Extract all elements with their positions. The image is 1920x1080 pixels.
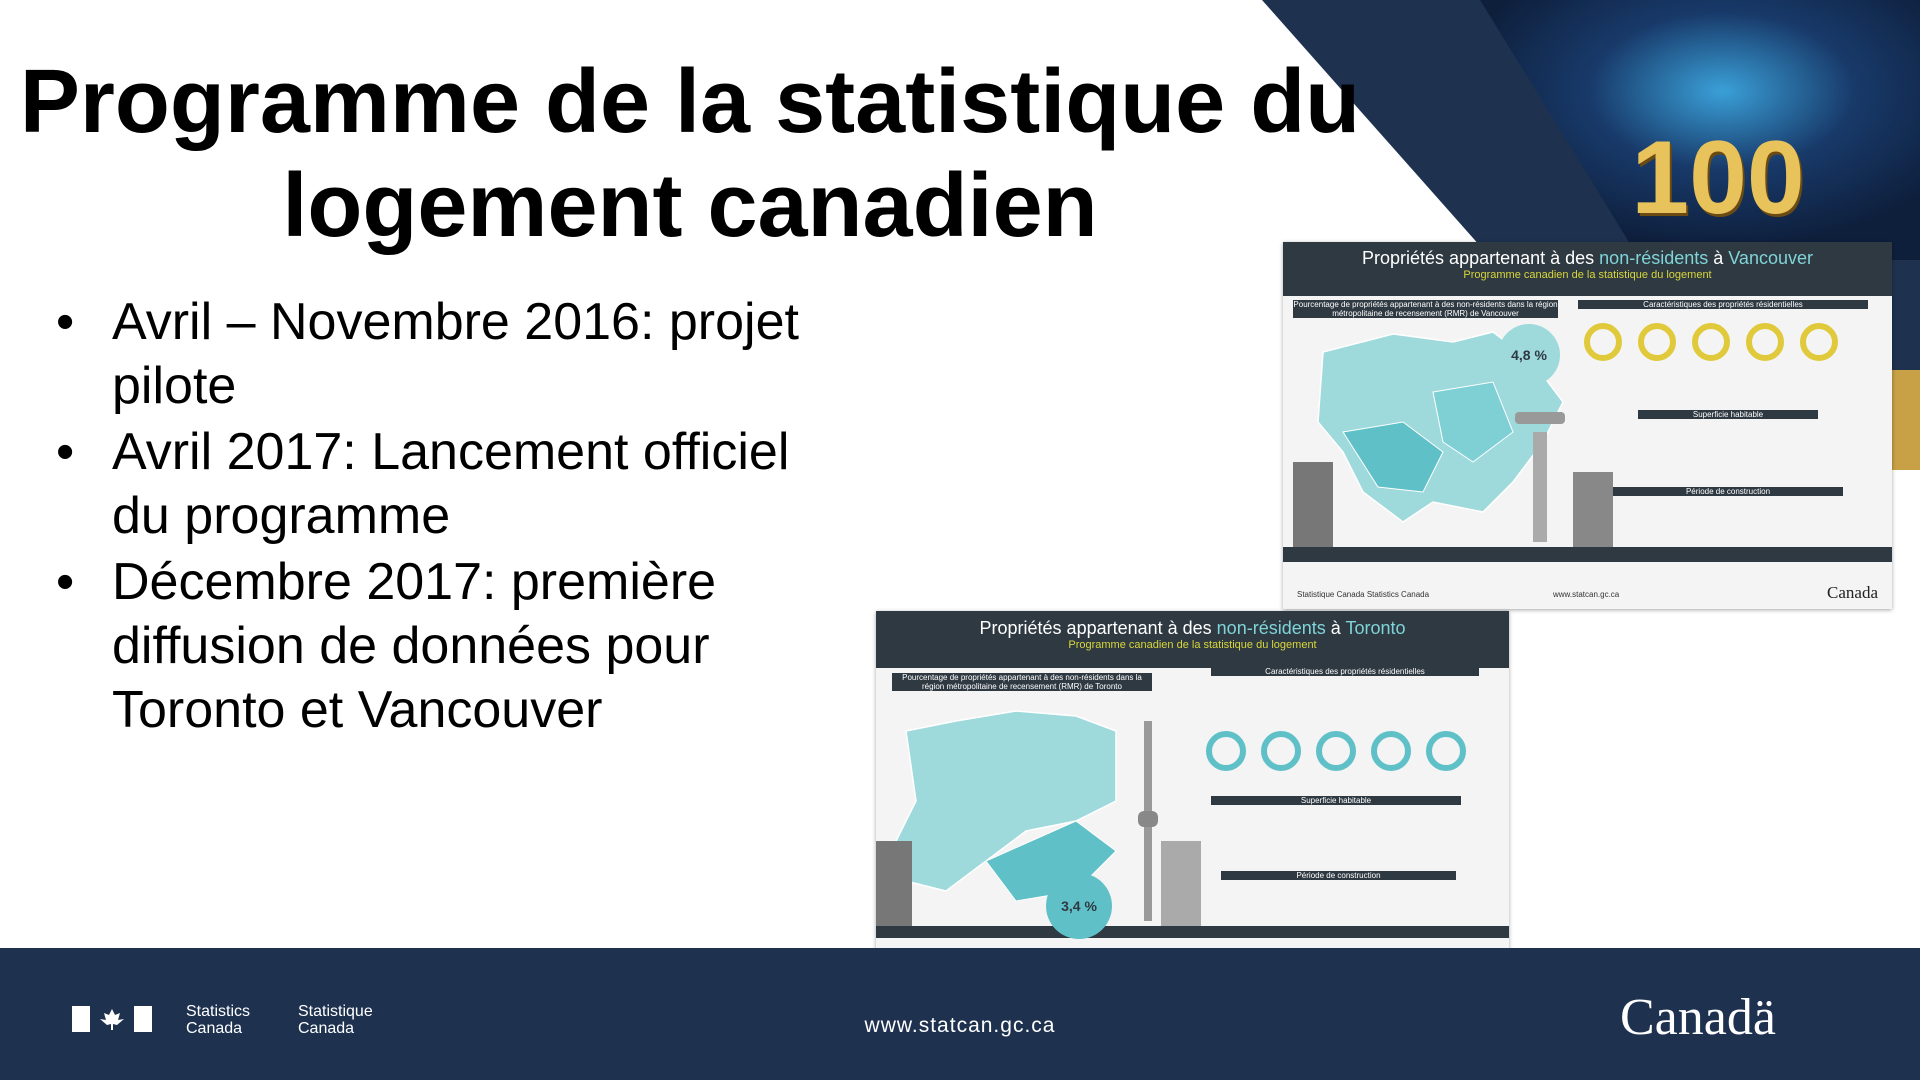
title-line-1: Programme de la statistique du: [19, 52, 1361, 152]
infographic-title: Propriétés appartenant à des non-résidents à Toronto: [979, 618, 1406, 638]
bullet-dot: •: [56, 553, 75, 611]
footer-url: www.statcan.gc.ca: [1553, 590, 1620, 599]
infographic-toronto: [876, 611, 1509, 993]
infographic-subtitle: Programme canadien de la statistique du logement: [1068, 639, 1317, 651]
signature-french: Statistique Canada: [298, 1003, 373, 1037]
infographic-subtitle: Programme canadien de la statistique du logement: [1463, 269, 1712, 281]
bullet-item: [56, 420, 856, 548]
anniversary-badge-100: [1628, 118, 1808, 238]
panel-characteristics: Caractéristiques des propriétés résidentielles: [1211, 667, 1479, 676]
badge-text: 100: [1631, 120, 1805, 236]
bullet-text: Avril – Novembre 2016: projet pilote: [112, 293, 799, 415]
signature-english: Statistics Canada: [186, 1003, 251, 1037]
bullet-dot: •: [56, 423, 75, 481]
bullet-text: Avril 2017: Lancement officiel du programme: [112, 423, 790, 545]
panel-period: Période de construction: [1613, 487, 1843, 496]
map-label: Pourcentage de propriétés appartenant à des non-résidents dans la région métropolitaine de recensement (RMR) de Vancouver: [1293, 300, 1558, 318]
infographic-vancouver: [1283, 242, 1892, 609]
bullet-list: [56, 290, 856, 744]
canada-wordmark: Canada: [1827, 583, 1878, 602]
bullet-item: [56, 550, 856, 742]
bullet-item: [56, 290, 856, 418]
infographic-header: [1283, 242, 1892, 296]
toronto-map: [876, 691, 1509, 961]
panel-area: Superficie habitable: [1211, 796, 1461, 805]
canada-wordmark-logo: Canadä: [1620, 989, 1776, 1046]
panel-characteristics: Caractéristiques des propriétés résidentielles: [1578, 300, 1868, 309]
slide-title: [0, 50, 1380, 258]
canada-flag-icon: [72, 1006, 152, 1032]
footer-logo: Statistique Canada Statistics Canada: [1297, 590, 1430, 599]
map-label: Pourcentage de propriétés appartenant à des non-résidents dans la région métropolitaine de recensement (RMR) de Toronto: [892, 673, 1152, 691]
percent-bubble: 4,8 %: [1498, 324, 1560, 386]
panel-period: Période de construction: [1221, 871, 1456, 880]
bullet-dot: •: [56, 293, 75, 351]
percent-bubble: 3,4 %: [1046, 873, 1112, 939]
infographic-title: Propriétés appartenant à des non-résidents à Vancouver: [1362, 248, 1813, 268]
panel-area: Superficie habitable: [1638, 410, 1818, 419]
footer-url-link[interactable]: www.statcan.gc.ca: [864, 1014, 1056, 1037]
title-line-2: logement canadien: [282, 156, 1098, 256]
infographic-header: [876, 611, 1509, 668]
bullet-text: Décembre 2017: première diffusion de données pour Toronto et Vancouver: [112, 553, 717, 739]
property-type-rings: [1283, 322, 1892, 362]
